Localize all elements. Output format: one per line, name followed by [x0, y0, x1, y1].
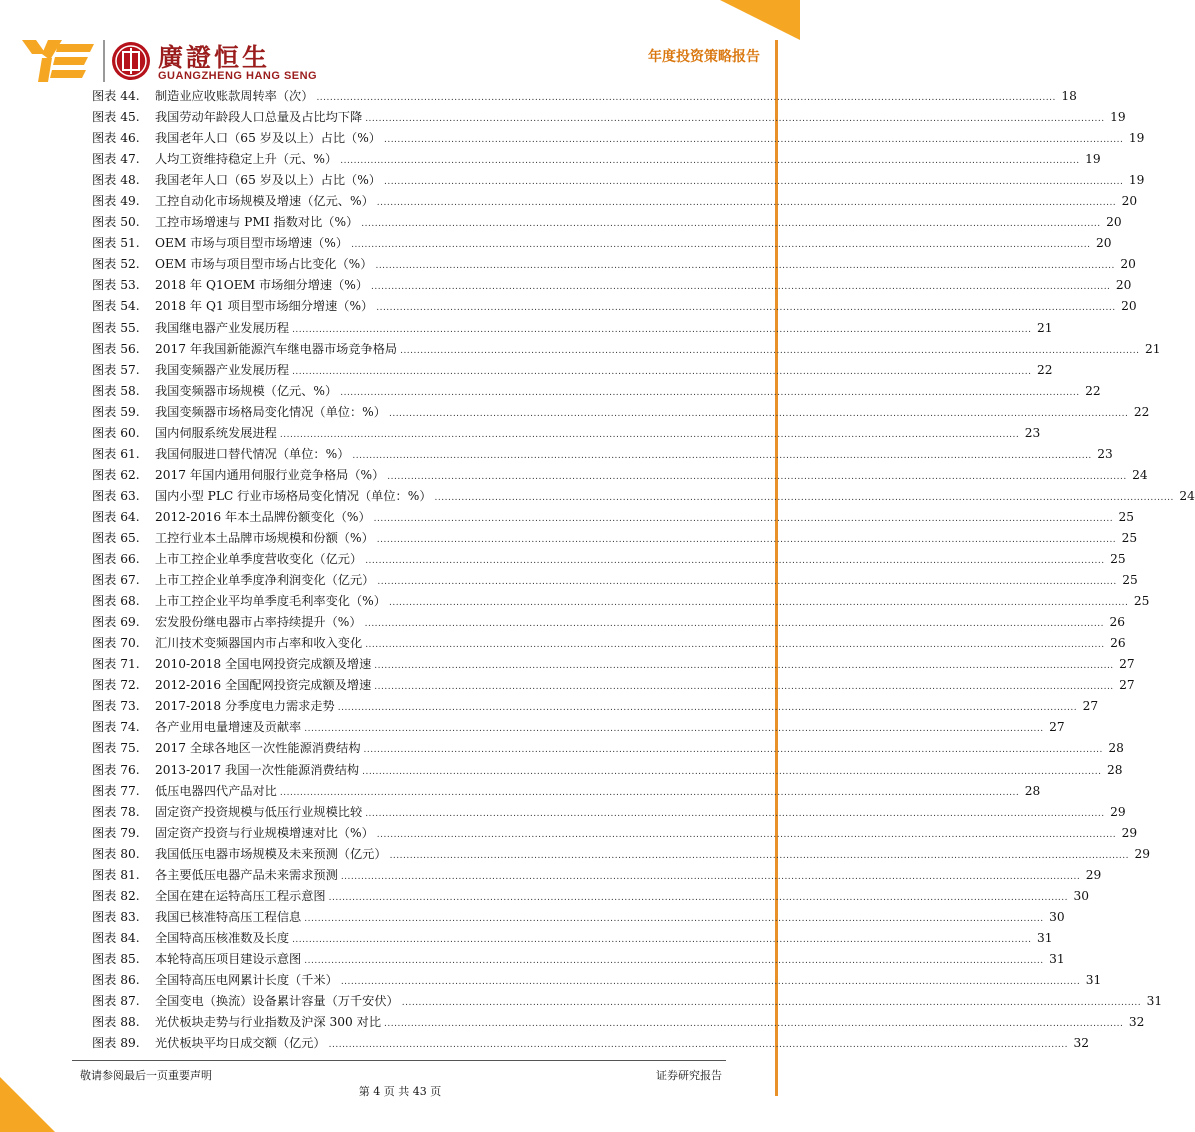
toc-entry[interactable]: [92, 128, 1145, 149]
toc-leader-dots: ............................................................................................................................................................................................................................: [363, 745, 1103, 756]
toc-figure-title: 2013-2017 我国一次性能源消费结构: [155, 762, 360, 777]
toc-leader-dots: ............................................................................................................................................................................................................................: [279, 787, 1020, 798]
toc-figure-number: 图表 55.: [92, 320, 140, 335]
toc-figure-number: 图表 76.: [92, 762, 140, 777]
toc-entry[interactable]: [92, 802, 1126, 823]
toc-figure-number: 图表 69.: [92, 615, 140, 630]
toc-leader-dots: ............................................................................................................................................................................................................................: [365, 556, 1105, 567]
toc-page-number: 18: [1061, 89, 1077, 103]
toc-leader-dots: ............................................................................................................................................................................................................................: [292, 934, 1032, 945]
toc-page-number: 21: [1144, 341, 1161, 356]
toc-figure-title: 我国继电器产业发展历程: [155, 320, 290, 335]
toc-figure-title: 我国变频器产业发展历程: [155, 362, 290, 377]
toc-figure-number: 图表 52.: [92, 257, 140, 272]
toc-figure-number: 图表 62.: [92, 467, 140, 482]
toc-figure-title: 我国伺服进口替代情况（单位：%）: [155, 446, 350, 461]
toc-entry[interactable]: [92, 717, 1065, 738]
toc-leader-dots: ............................................................................................................................................................................................................................: [279, 429, 1020, 440]
toc-page-number: 27: [1119, 657, 1135, 672]
toc-figure-title: 本轮特高压项目建设示意图: [155, 951, 302, 966]
toc-figure-title: 固定资产投资规模与低压行业规模比较: [155, 804, 363, 819]
toc-leader-dots: ............................................................................................................................................................................................................................: [365, 114, 1105, 125]
toc-figure-title: 工控行业本土品牌市场规模和份额（%）: [155, 530, 374, 545]
toc-leader-dots: ............................................................................................................................................................................................................................: [388, 598, 1129, 609]
toc-figure-number: 图表 86.: [92, 972, 140, 987]
toc-entry[interactable]: [92, 233, 1112, 254]
toc-figure-title: 光伏板块走势与行业指数及沪深 300 对比: [155, 1015, 382, 1030]
toc-entry[interactable]: [92, 254, 1136, 275]
toc-page-number: 25: [1122, 573, 1138, 588]
toc-figure-title: 上市工控企业单季度净利润变化（亿元）: [155, 573, 375, 588]
toc-page-number: 20: [1121, 194, 1138, 209]
toc-figure-number: 图表 73.: [92, 699, 140, 714]
toc-figure-title: 2017-2018 分季度电力需求走势: [155, 699, 335, 714]
toc-page-number: 32: [1073, 1036, 1090, 1051]
toc-entry[interactable]: [92, 696, 1099, 717]
toc-figure-title: 全国特高压电网累计长度（千米）: [155, 972, 338, 987]
toc-entry[interactable]: [92, 170, 1145, 191]
toc-figure-number: 图表 60.: [92, 425, 140, 440]
toc-entry[interactable]: [92, 444, 1113, 465]
toc-page-number: 31: [1085, 972, 1102, 987]
toc-page-number: 27: [1082, 699, 1099, 714]
toc-entry[interactable]: [92, 654, 1135, 675]
toc-figure-number: 图表 53.: [92, 278, 140, 293]
toc-page-number: 22: [1085, 383, 1101, 398]
toc-entry[interactable]: [92, 149, 1101, 170]
toc-entry[interactable]: [92, 886, 1090, 907]
toc-leader-dots: ............................................................................................................................................................................................................................: [304, 955, 1044, 966]
toc-figure-title: 2010-2018 全国电网投资完成额及增速: [155, 657, 372, 672]
toc-page-number: 20: [1106, 215, 1122, 230]
toc-page-number: 23: [1097, 446, 1113, 461]
seal-logo-icon: [103, 40, 151, 82]
toc-figure-number: 图表 61.: [92, 446, 140, 461]
toc-page-number: 29: [1121, 825, 1138, 840]
report-type-title: 年度投资策略报告: [648, 49, 760, 65]
toc-entry[interactable]: [92, 907, 1065, 928]
toc-figure-number: 图表 54.: [92, 299, 140, 314]
toc-entry[interactable]: [92, 928, 1053, 949]
toc-figure-number: 图表 77.: [92, 783, 140, 798]
toc-figure-title: 宏发股份继电器市占率持续提升（%）: [155, 615, 362, 630]
toc-leader-dots: ............................................................................................................................................................................................................................: [361, 219, 1101, 230]
toc-entry[interactable]: [92, 107, 1126, 128]
toc-figure-title: 国内小型 PLC 行业市场格局变化情况（单位：%）: [155, 488, 432, 503]
toc-entry[interactable]: [92, 675, 1135, 696]
toc-entry[interactable]: [92, 823, 1138, 844]
toc-figure-number: 图表 89.: [92, 1036, 140, 1051]
toc-figure-title: 2012-2016 全国配网投资完成额及增速: [155, 678, 372, 693]
toc-leader-dots: ............................................................................................................................................................................................................................: [387, 471, 1127, 482]
toc-entry[interactable]: [92, 970, 1102, 991]
toc-leader-dots: ............................................................................................................................................................................................................................: [371, 282, 1111, 293]
toc-figure-number: 图表 46.: [92, 131, 140, 146]
footer-divider: [72, 1060, 726, 1061]
toc-leader-dots: ............................................................................................................................................................................................................................: [374, 682, 1114, 693]
toc-entry[interactable]: [92, 591, 1150, 612]
toc-entry[interactable]: [92, 381, 1101, 402]
toc-entry[interactable]: [92, 549, 1126, 570]
toc-leader-dots: ............................................................................................................................................................................................................................: [304, 913, 1044, 924]
toc-entry[interactable]: [92, 339, 1161, 360]
toc-figure-title: 各主要低压电器产品未来需求预测: [155, 867, 338, 882]
corner-decoration-top: [720, 0, 800, 40]
toc-entry[interactable]: [92, 296, 1137, 317]
toc-leader-dots: ............................................................................................................................................................................................................................: [377, 577, 1117, 588]
toc-page-number: 19: [1128, 173, 1145, 188]
toc-page-number: 32: [1128, 1015, 1145, 1030]
footer-disclaimer: 敬请参阅最后一页重要声明: [80, 1069, 212, 1082]
toc-page-number: 28: [1106, 762, 1123, 777]
toc-figure-number: 图表 84.: [92, 930, 140, 945]
toc-leader-dots: ............................................................................................................................................................................................................................: [365, 808, 1105, 819]
toc-figure-title: 固定资产投资与行业规模增速对比（%）: [155, 825, 374, 840]
toc-figure-number: 图表 63.: [92, 488, 140, 503]
toc-page-number: 28: [1108, 741, 1124, 756]
toc-figure-number: 图表 81.: [92, 867, 140, 882]
toc-entry[interactable]: [92, 507, 1135, 528]
toc-page-number: 31: [1146, 994, 1163, 1009]
toc-figure-number: 图表 83.: [92, 909, 140, 924]
toc-figure-title: 上市工控企业单季度营收变化（亿元）: [155, 552, 363, 567]
toc-figure-title: 2017 全球各地区一次性能源消费结构: [155, 741, 361, 756]
toc-figure-number: 图表 51.: [92, 236, 140, 251]
toc-figure-number: 图表 48.: [92, 173, 140, 188]
toc-leader-dots: ............................................................................................................................................................................................................................: [328, 1040, 1069, 1051]
toc-leader-dots: ............................................................................................................................................................................................................................: [340, 387, 1080, 398]
toc-leader-dots: ............................................................................................................................................................................................................................: [373, 513, 1114, 524]
toc-page-number: 22: [1036, 362, 1053, 377]
toc-page-number: 19: [1128, 131, 1145, 146]
toc-page-number: 29: [1110, 804, 1126, 819]
toc-entry[interactable]: [92, 191, 1138, 212]
figure-index-list: [92, 86, 1195, 1054]
toc-leader-dots: ............................................................................................................................................................................................................................: [328, 892, 1069, 903]
ye-logo-icon: [22, 40, 94, 82]
toc-page-number: 29: [1134, 846, 1150, 861]
toc-page-number: 26: [1109, 615, 1125, 630]
toc-figure-number: 图表 70.: [92, 636, 140, 651]
toc-page-number: 21: [1036, 320, 1053, 335]
toc-entry[interactable]: [92, 1012, 1145, 1033]
toc-entry[interactable]: [92, 465, 1148, 486]
toc-leader-dots: ............................................................................................................................................................................................................................: [316, 93, 1056, 103]
toc-figure-title: 我国老年人口（65 岁及以上）占比（%）: [155, 173, 381, 188]
toc-figure-title: 国内伺服系统发展进程: [155, 425, 277, 440]
toc-entry[interactable]: [92, 486, 1195, 507]
toc-figure-title: 我国变频器市场规模（亿元、%）: [155, 383, 338, 398]
toc-page-number: 26: [1110, 636, 1126, 651]
toc-figure-number: 图表 57.: [92, 362, 140, 377]
toc-figure-title: 2017 年我国新能源汽车继电器市场竞争格局: [155, 341, 398, 356]
toc-figure-title: 我国劳动年龄段人口总量及占比均下降: [155, 110, 363, 125]
toc-figure-title: 2017 年国内通用伺服行业竞争格局（%）: [155, 467, 385, 482]
toc-leader-dots: ............................................................................................................................................................................................................................: [340, 871, 1081, 882]
brand-name-cn: 廣證恒生: [158, 43, 271, 72]
toc-page-number: 29: [1085, 867, 1102, 882]
footer-report-label: 证券研究报告: [656, 1069, 722, 1082]
toc-leader-dots: ............................................................................................................................................................................................................................: [383, 177, 1124, 188]
toc-figure-number: 图表 78.: [92, 804, 140, 819]
toc-figure-title: 2018 年 Q1 项目型市场细分增速（%）: [155, 299, 374, 314]
toc-figure-number: 图表 44.: [92, 89, 140, 103]
toc-leader-dots: ............................................................................................................................................................................................................................: [364, 619, 1104, 630]
toc-entry[interactable]: [92, 570, 1138, 591]
toc-entry[interactable]: [92, 612, 1125, 633]
toc-figure-number: 图表 68.: [92, 594, 140, 609]
toc-page-number: 31: [1049, 951, 1065, 966]
toc-figure-title: 工控自动化市场规模及增速（亿元、%）: [155, 194, 374, 209]
toc-figure-title: 我国低压电器市场规模及未来预测（亿元）: [155, 846, 387, 861]
toc-entry[interactable]: [92, 738, 1124, 759]
toc-leader-dots: ............................................................................................................................................................................................................................: [374, 661, 1114, 672]
toc-page-number: 27: [1119, 678, 1135, 693]
toc-figure-title: 2018 年 Q1OEM 市场细分增速（%）: [155, 278, 369, 293]
toc-entry[interactable]: [92, 865, 1102, 886]
toc-page-number: 23: [1024, 425, 1041, 440]
toc-page-number: 27: [1049, 720, 1065, 735]
toc-figure-number: 图表 59.: [92, 404, 140, 419]
toc-figure-title: 我国已核准特高压工程信息: [155, 909, 302, 924]
toc-figure-number: 图表 87.: [92, 994, 140, 1009]
toc-leader-dots: ............................................................................................................................................................................................................................: [400, 345, 1140, 356]
toc-page-number: 24: [1179, 488, 1195, 503]
toc-entry[interactable]: [92, 402, 1150, 423]
toc-leader-dots: ............................................................................................................................................................................................................................: [434, 492, 1174, 503]
toc-figure-number: 图表 74.: [92, 720, 140, 735]
toc-figure-number: 图表 64.: [92, 509, 140, 524]
toc-page-number: 19: [1085, 152, 1101, 167]
toc-leader-dots: ............................................................................................................................................................................................................................: [292, 366, 1032, 377]
toc-figure-number: 图表 85.: [92, 951, 140, 966]
toc-figure-title: 上市工控企业平均单季度毛利率变化（%）: [155, 594, 386, 609]
toc-entry[interactable]: [92, 360, 1053, 381]
toc-page-number: 22: [1133, 404, 1150, 419]
toc-figure-title: 各产业用电量增速及贡献率: [155, 720, 302, 735]
toc-leader-dots: ............................................................................................................................................................................................................................: [401, 998, 1142, 1009]
toc-page-number: 24: [1132, 467, 1148, 482]
toc-figure-title: 汇川技术变频器国内市占率和收入变化: [155, 636, 363, 651]
brand-name-en: GUANGZHENG HANG SENG: [158, 70, 318, 82]
toc-page-number: 25: [1118, 509, 1135, 524]
toc-page-number: 30: [1073, 888, 1090, 903]
toc-leader-dots: ............................................................................................................................................................................................................................: [389, 850, 1129, 861]
toc-page-number: 20: [1115, 278, 1132, 293]
toc-page-number: 30: [1049, 909, 1065, 924]
toc-leader-dots: ............................................................................................................................................................................................................................: [304, 724, 1044, 735]
toc-leader-dots: ............................................................................................................................................................................................................................: [388, 408, 1129, 419]
toc-leader-dots: ............................................................................................................................................................................................................................: [376, 198, 1117, 209]
toc-leader-dots: ............................................................................................................................................................................................................................: [362, 766, 1102, 777]
toc-figure-title: 全国特高压核准数及长度: [155, 930, 290, 945]
toc-entry[interactable]: [92, 212, 1122, 233]
toc-figure-title: 制造业应收账款周转率（次）: [155, 89, 314, 103]
toc-figure-title: 工控市场增速与 PMI 指数对比（%）: [155, 215, 359, 230]
toc-leader-dots: ............................................................................................................................................................................................................................: [375, 261, 1115, 272]
toc-leader-dots: ............................................................................................................................................................................................................................: [340, 976, 1081, 987]
toc-leader-dots: ............................................................................................................................................................................................................................: [384, 1019, 1124, 1030]
toc-page-number: 28: [1024, 783, 1041, 798]
toc-leader-dots: ............................................................................................................................................................................................................................: [383, 135, 1124, 146]
page-number: 第 4 页 共 43 页: [358, 1085, 442, 1098]
toc-figure-number: 图表 80.: [92, 846, 140, 861]
toc-figure-number: 图表 56.: [92, 341, 140, 356]
toc-page-number: 25: [1121, 530, 1138, 545]
toc-figure-title: 全国变电（换流）设备累计容量（万千安伏）: [155, 994, 399, 1009]
toc-figure-title: 低压电器四代产品对比: [155, 783, 277, 798]
toc-figure-title: OEM 市场与项目型市场增速（%）: [155, 236, 349, 251]
toc-figure-number: 图表 65.: [92, 530, 140, 545]
toc-entry[interactable]: [92, 949, 1065, 970]
toc-figure-number: 图表 67.: [92, 573, 140, 588]
toc-figure-title: 光伏板块平均日成交额（亿元）: [155, 1036, 326, 1051]
toc-page-number: 20: [1121, 299, 1137, 314]
toc-figure-number: 图表 75.: [92, 741, 140, 756]
toc-page-number: 31: [1036, 930, 1053, 945]
toc-entry[interactable]: [92, 844, 1150, 865]
toc-figure-number: 图表 47.: [92, 152, 140, 167]
toc-page-number: 19: [1110, 110, 1126, 125]
toc-figure-number: 图表 58.: [92, 383, 140, 398]
toc-figure-number: 图表 72.: [92, 678, 140, 693]
toc-page-number: 20: [1095, 236, 1112, 251]
toc-figure-number: 图表 66.: [92, 552, 140, 567]
toc-figure-title: 2012-2016 年本土品牌份额变化（%）: [155, 509, 371, 524]
toc-entry[interactable]: [92, 318, 1053, 339]
toc-figure-title: 全国在建在运特高压工程示意图: [155, 888, 326, 903]
toc-figure-title: 我国老年人口（65 岁及以上）占比（%）: [155, 131, 381, 146]
toc-figure-title: 我国变频器市场格局变化情况（单位：%）: [155, 404, 386, 419]
toc-leader-dots: ............................................................................................................................................................................................................................: [376, 829, 1117, 840]
toc-entry[interactable]: [92, 423, 1041, 444]
toc-leader-dots: ............................................................................................................................................................................................................................: [376, 534, 1117, 545]
toc-entry[interactable]: [92, 760, 1123, 781]
toc-leader-dots: ............................................................................................................................................................................................................................: [352, 450, 1092, 461]
toc-leader-dots: ............................................................................................................................................................................................................................: [337, 703, 1078, 714]
toc-entry[interactable]: [92, 275, 1132, 296]
toc-entry[interactable]: [92, 1033, 1090, 1054]
toc-figure-number: 图表 49.: [92, 194, 140, 209]
toc-figure-title: OEM 市场与项目型市场占比变化（%）: [155, 257, 373, 272]
toc-page-number: 25: [1133, 594, 1150, 609]
toc-figure-number: 图表 50.: [92, 215, 140, 230]
toc-entry[interactable]: [92, 86, 1077, 107]
toc-entry[interactable]: [92, 781, 1041, 802]
toc-page-number: 25: [1110, 552, 1126, 567]
toc-entry[interactable]: [92, 991, 1163, 1012]
toc-figure-number: 图表 82.: [92, 888, 140, 903]
toc-leader-dots: ............................................................................................................................................................................................................................: [351, 240, 1091, 251]
toc-entry[interactable]: [92, 633, 1126, 654]
toc-entry[interactable]: [92, 528, 1138, 549]
toc-figure-title: 人均工资维持稳定上升（元、%）: [155, 152, 338, 167]
toc-figure-number: 图表 88.: [92, 1015, 140, 1030]
toc-figure-number: 图表 79.: [92, 825, 140, 840]
toc-leader-dots: ............................................................................................................................................................................................................................: [376, 303, 1116, 314]
toc-leader-dots: ............................................................................................................................................................................................................................: [365, 640, 1105, 651]
toc-page-number: 20: [1120, 257, 1136, 272]
toc-figure-number: 图表 71.: [92, 657, 140, 672]
toc-figure-number: 图表 45.: [92, 110, 140, 125]
toc-leader-dots: ............................................................................................................................................................................................................................: [340, 156, 1080, 167]
toc-leader-dots: ............................................................................................................................................................................................................................: [292, 324, 1032, 335]
